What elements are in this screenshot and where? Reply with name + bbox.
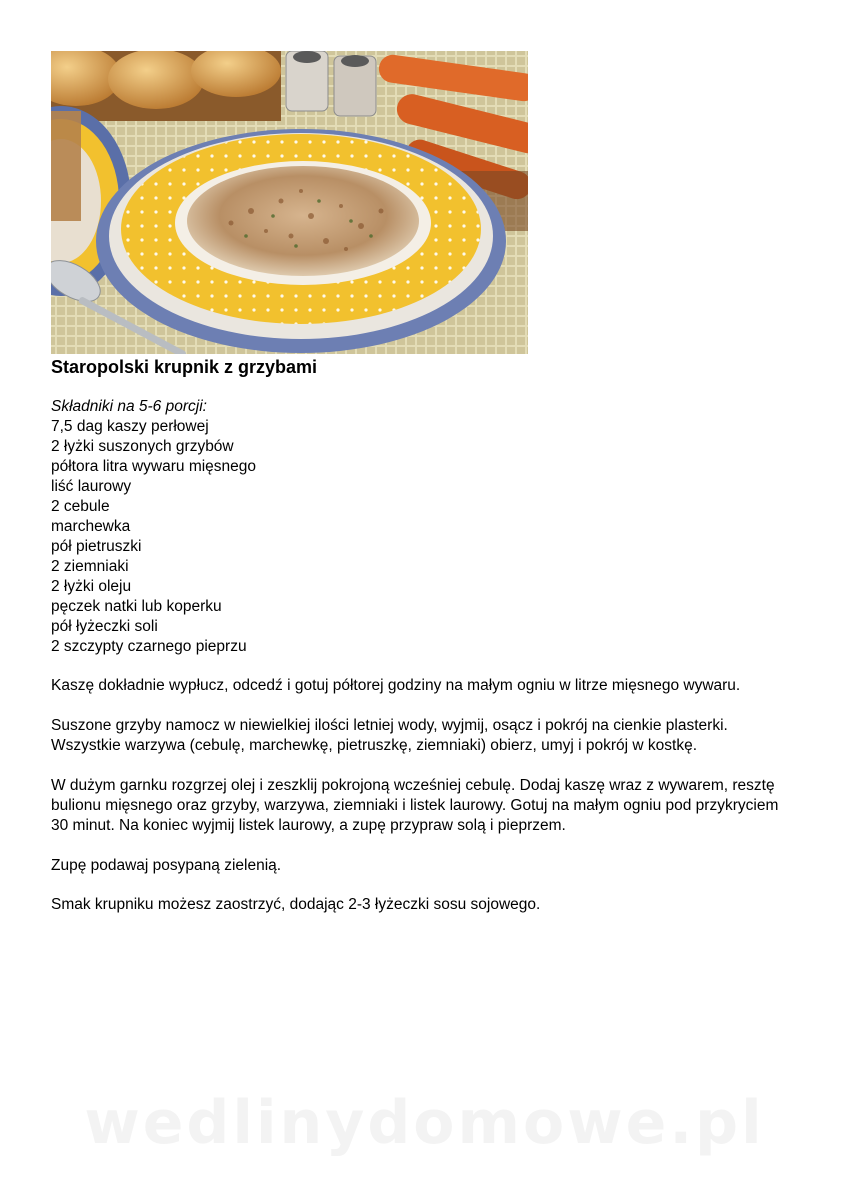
recipe-title: Staropolski krupnik z grzybami: [51, 357, 318, 377]
ingredient-item: 2 cebule: [51, 498, 110, 515]
ingredients-heading: Składniki na 5-6 porcji:: [51, 398, 207, 415]
ingredient-item: 2 łyżki oleju: [51, 578, 132, 595]
ingredient-item: marchewka: [51, 518, 131, 535]
instructions: [51, 676, 796, 915]
instruction-paragraph: Suszone grzyby namocz w niewielkiej ilości letniej wody, wyjmij, osącz i pokrój na cienkie plasterki. Wszystkie warzywa (cebulę, marchewkę, pietruszkę, ziemniaki) obierz, umyj i pokrój w kostkę.: [51, 717, 728, 754]
instruction-paragraph: Zupę podawaj posypaną zielenią.: [51, 857, 282, 874]
instruction-paragraph: W dużym garnku rozgrzej olej i zeszklij pokrojoną wcześniej cebulę. Dodaj kaszę wraz z wywarem, resztę bulionu mięsnego oraz grzyby, warzywa, ziemniaki i listek laurowy. Gotuj na małym ogniu pod przykryciem 30 minut. Na koniec wyjmij listek laurowy, a zupę przypraw solą i pieprzem.: [51, 777, 779, 834]
soup-photo-illustration: [51, 51, 528, 354]
instruction-paragraph: Smak krupniku możesz zaostrzyć, dodając 2-3 łyżeczki sosu sojowego.: [51, 896, 541, 913]
ingredient-item: 2 szczypty czarnego pieprzu: [51, 638, 247, 655]
soup-photo: [51, 51, 528, 354]
ingredient-item: pół pietruszki: [51, 538, 142, 555]
ingredient-item: pęczek natki lub koperku: [51, 598, 222, 615]
watermark: wedlinydomowe.pl: [84, 1088, 765, 1158]
onion: [108, 51, 204, 109]
ingredients-list: [51, 397, 256, 657]
ingredient-item: liść laurowy: [51, 478, 132, 495]
ingredient-item: półtora litra wywaru mięsnego: [51, 458, 257, 475]
ingredient-item: 2 łyżki suszonych grzybów: [51, 438, 234, 455]
soup: [187, 166, 419, 276]
ingredient-item: pół łyżeczki soli: [51, 618, 158, 635]
ingredient-item: 2 ziemniaki: [51, 558, 129, 575]
instruction-paragraph: Kaszę dokładnie wypłucz, odcedź i gotuj półtorej godziny na małym ogniu w litrze mięsnego wywaru.: [51, 677, 741, 694]
ingredient-item: 7,5 dag kaszy perłowej: [51, 418, 209, 435]
